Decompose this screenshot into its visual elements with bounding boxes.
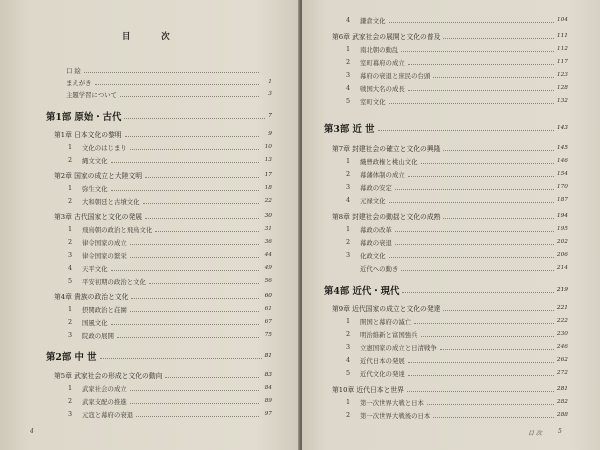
toc-entry: まえがき 1 [66, 78, 272, 87]
toc-entry: 3 幕府の衰退と庶民の台頭 123 [346, 71, 568, 80]
toc-entry: 4 近代日本の発展 262 [346, 356, 568, 365]
page-number: 4 [30, 428, 34, 435]
toc-entry: 3 元寇と幕府の衰退 97 [68, 410, 272, 419]
chapter-heading: 第2章 国家の成立と大陸文明 17 [54, 172, 272, 180]
running-footer: 目 次 [528, 430, 542, 437]
toc-entry: 3 院政の展開 75 [68, 331, 272, 340]
toc-entry: 5 近代文化の発達 272 [346, 369, 568, 378]
toc-title: 目 次 [122, 31, 184, 41]
toc-entry: 2 縄文文化 13 [68, 156, 272, 165]
chapter-heading: 第10章 近代日本と世界 281 [332, 386, 568, 394]
toc-entry: 1 開国と幕府の滅亡 222 [346, 317, 568, 326]
toc-entry: 1 南北朝の動乱 112 [346, 45, 568, 54]
toc-entry: 5 室町文化 132 [346, 97, 568, 106]
part-heading: 第3部 近 世 143 [324, 124, 568, 135]
toc-entry: 2 明治維新と富国強兵 230 [346, 330, 568, 339]
chapter-heading: 第5章 武家社会の形成と文化の動向 83 [54, 372, 272, 380]
toc-entry: 4 戦国大名の成長 128 [346, 84, 568, 93]
toc-entry: 近代への動き 214 [360, 264, 568, 273]
toc-entry: 3 幕政の安定 170 [346, 183, 568, 192]
chapter-heading: 第6章 武家社会の展開と文化の普及 111 [332, 33, 568, 41]
right-page [302, 0, 600, 450]
toc-entry: 1 織豊政権と桃山文化 146 [346, 157, 568, 166]
toc-entry: 口 絵 [66, 64, 272, 76]
toc-entry: 1 弥生文化 18 [68, 184, 272, 193]
toc-entry: 主題学習について 3 [66, 90, 272, 99]
chapter-heading: 第9章 近代国家の成立と文化の発達 221 [332, 305, 568, 313]
toc-entry: 3 化政文化 206 [346, 251, 568, 260]
toc-entry: 3 律令国家の繁栄 44 [68, 251, 272, 260]
chapter-heading: 第8章 封建社会の動揺と文化の成熟 194 [332, 213, 568, 221]
toc-entry: 2 国風文化 67 [68, 318, 272, 327]
toc-entry: 2 幕政の衰退 202 [346, 238, 568, 247]
toc-entry: 1 幕政の改革 195 [346, 225, 568, 234]
toc-entry: 1 飛鳥朝の政治と飛鳥文化 31 [68, 225, 272, 234]
toc-entry: 4 天平文化 49 [68, 264, 272, 273]
toc-entry: 4 元禄文化 187 [346, 196, 568, 205]
page-number: 5 [558, 428, 562, 435]
chapter-heading: 第1章 日本文化の黎明 9 [54, 131, 272, 139]
toc-entry: 1 武家社会の成立 84 [68, 384, 272, 393]
part-heading: 第4部 近代・現代 219 [324, 286, 568, 297]
toc-entry: 3 立憲国家の成立と日清戦争 246 [346, 343, 568, 352]
toc-entry: 1 摂関政治と荘園 61 [68, 305, 272, 314]
toc-entry: 2 室町幕府の成立 117 [346, 58, 568, 67]
toc-entry: 1 文化のはじまり 10 [68, 143, 272, 152]
chapter-heading: 第7章 封建社会の確立と文化の興隆 145 [332, 145, 568, 153]
chapter-heading: 第3章 古代国家と文化の発展 30 [54, 213, 272, 221]
part-heading: 第1部 原始・古代 7 [46, 112, 272, 123]
toc-entry: 4 鎌倉文化 104 [346, 16, 568, 25]
toc-entry: 1 第一次世界大戦と日本 282 [346, 398, 568, 407]
toc-entry: 2 幕藩体制の成立 154 [346, 170, 568, 179]
part-heading: 第2部 中 世 81 [46, 352, 272, 363]
chapter-heading: 第4章 貴族の政治と文化 60 [54, 293, 272, 301]
toc-entry: 2 大和朝廷と古墳文化 22 [68, 197, 272, 206]
toc-entry: 5 平安初期の政治と文化 56 [68, 277, 272, 286]
toc-entry: 2 律令国家の成立 36 [68, 238, 272, 247]
toc-entry: 2 第一次世界大戦後の日本 288 [346, 411, 568, 420]
toc-entry: 2 武家支配の推進 89 [68, 397, 272, 406]
